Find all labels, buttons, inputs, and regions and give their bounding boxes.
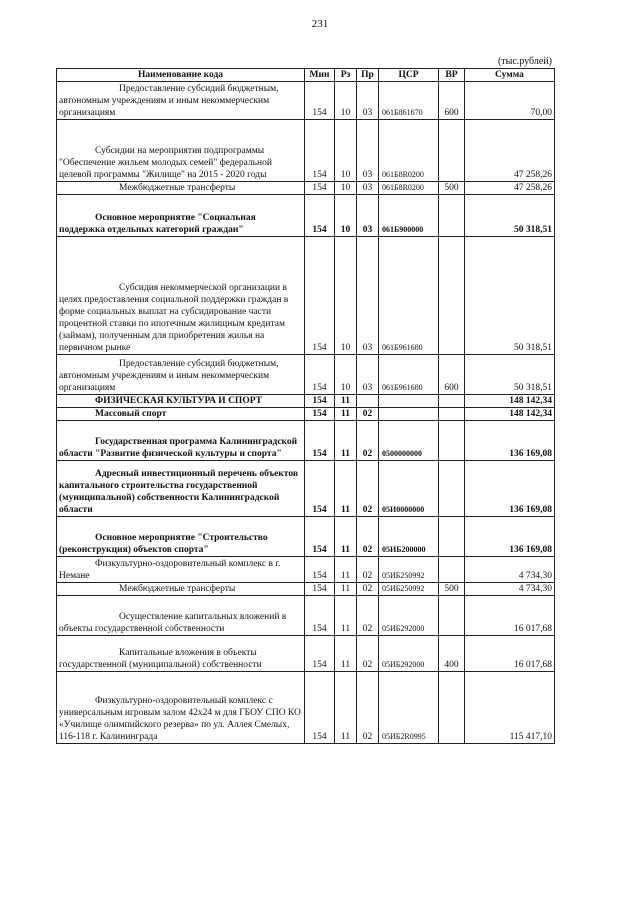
row-min: 154 [305, 461, 335, 517]
row-csr: 05И0000000 [379, 461, 439, 517]
table-row [57, 120, 555, 182]
row-name: Основное мероприятие "Социальная поддержка отдельных категорий граждан" [59, 213, 256, 235]
row-name: Государственная программа Калининградской области "Развитие физической культуры и спорта" [59, 437, 298, 459]
row-name: Массовый спорт [95, 409, 167, 419]
row-vr: 400 [439, 636, 465, 672]
row-sum: 148 142,34 [465, 395, 555, 408]
row-vr [439, 421, 465, 461]
row-pr: 02 [357, 421, 379, 461]
table-row [57, 583, 555, 596]
row-name: Капитальные вложения в объекты государственной (муниципальной) собственности [59, 648, 262, 670]
row-min: 154 [305, 395, 335, 408]
row-pr: 03 [357, 82, 379, 120]
row-pr: 02 [357, 583, 379, 596]
row-min: 154 [305, 408, 335, 421]
row-sum: 4 734,30 [465, 557, 555, 583]
row-pr: 02 [357, 557, 379, 583]
row-rz: 10 [335, 355, 357, 395]
table-row [57, 636, 555, 672]
table-row [57, 557, 555, 583]
units-label: (тыс.рублей) [497, 56, 552, 67]
row-min: 154 [305, 195, 335, 237]
row-sum: 47 258,26 [465, 120, 555, 182]
row-pr: 02 [357, 408, 379, 421]
row-vr [439, 517, 465, 557]
row-min: 154 [305, 421, 335, 461]
row-min: 154 [305, 237, 335, 355]
row-pr: 02 [357, 636, 379, 672]
row-rz: 10 [335, 195, 357, 237]
row-csr: 061Б8R0200 [379, 120, 439, 182]
row-csr: 05ИБ250992 [379, 583, 439, 596]
row-rz: 11 [335, 557, 357, 583]
row-name: Предоставление субсидий бюджетным, автономным учреждениям и иным некоммерческим организациям [59, 84, 279, 118]
table-row [57, 82, 555, 120]
row-sum: 136 169,08 [465, 461, 555, 517]
row-min: 154 [305, 557, 335, 583]
row-pr: 03 [357, 195, 379, 237]
row-name: Субсидия некоммерческой организации в целях предоставления социальной поддержки граждан в форме социальных выплат на субсидирование части процентной ставки по ипотечным жилищным кредитам (займам), полученным для приобретения жилья на первичном рынке [59, 283, 289, 353]
page-number: 231 [311, 18, 329, 30]
row-csr: 061Б861670 [379, 82, 439, 120]
row-sum: 136 169,08 [465, 421, 555, 461]
row-pr: 02 [357, 596, 379, 636]
row-name: Осуществление капитальных вложений в объекты государственной собственности [59, 612, 287, 634]
header-vr: ВР [439, 69, 465, 82]
row-sum: 50 318,51 [465, 237, 555, 355]
table-row [57, 517, 555, 557]
row-rz: 11 [335, 583, 357, 596]
row-min: 154 [305, 182, 335, 195]
row-vr [439, 237, 465, 355]
row-csr: 061Б961680 [379, 355, 439, 395]
table-header-row [57, 69, 555, 82]
row-csr: 05ИБ2R0995 [379, 672, 439, 744]
row-rz: 11 [335, 421, 357, 461]
row-vr [439, 557, 465, 583]
row-csr: 061Б8R0200 [379, 182, 439, 195]
row-csr [379, 408, 439, 421]
row-pr: 03 [357, 182, 379, 195]
row-rz: 10 [335, 182, 357, 195]
row-sum: 4 734,30 [465, 583, 555, 596]
row-pr: 02 [357, 461, 379, 517]
row-csr: 05ИБ250992 [379, 557, 439, 583]
table-row [57, 672, 555, 744]
row-min: 154 [305, 583, 335, 596]
row-name: Основное мероприятие "Строительство (реконструкция) объектов спорта" [59, 533, 268, 555]
table-row [57, 237, 555, 355]
budget-table [56, 68, 555, 744]
table-row [57, 182, 555, 195]
row-rz: 10 [335, 82, 357, 120]
row-pr: 02 [357, 517, 379, 557]
header-min: Мин [305, 69, 335, 82]
row-pr: 03 [357, 355, 379, 395]
header-name: Наименование кода [57, 69, 305, 82]
row-pr: 03 [357, 120, 379, 182]
row-name: Адресный инвестиционный перечень объектов капитального строительства государственной (муниципальной) собственности Калининградской области [59, 469, 298, 515]
row-pr: 03 [357, 237, 379, 355]
row-name: ФИЗИЧЕСКАЯ КУЛЬТУРА И СПОРТ [95, 396, 262, 406]
header-sum: Сумма [465, 69, 555, 82]
row-sum: 50 318,51 [465, 195, 555, 237]
row-name: Предоставление субсидий бюджетным, автономным учреждениям и иным некоммерческим организациям [59, 359, 279, 393]
row-name: Физкультурно-оздоровительный комплекс в г. Немане [59, 559, 281, 581]
row-vr [439, 596, 465, 636]
row-min: 154 [305, 517, 335, 557]
row-csr: 061Б900000 [379, 195, 439, 237]
table-row [57, 195, 555, 237]
row-vr: 600 [439, 355, 465, 395]
table-row [57, 421, 555, 461]
row-name: Межбюджетные трансферты [119, 183, 236, 193]
table-row [57, 408, 555, 421]
table-row [57, 596, 555, 636]
row-name: Физкультурно-оздоровительный комплекс с универсальным игровым залом 42х24 м для ГБОУ СПО КО «Училище олимпийского резерва» по ул. Аллея Смелых, 116-118 г. Калининграда [59, 696, 301, 742]
row-sum: 70,00 [465, 82, 555, 120]
row-vr [439, 120, 465, 182]
row-min: 154 [305, 82, 335, 120]
row-csr: 0500000000 [379, 421, 439, 461]
row-csr: 05ИБ292000 [379, 636, 439, 672]
row-pr: 02 [357, 672, 379, 744]
header-csr: ЦСР [379, 69, 439, 82]
row-min: 154 [305, 672, 335, 744]
row-rz: 11 [335, 408, 357, 421]
row-vr: 500 [439, 182, 465, 195]
row-csr: 05ИБ200000 [379, 517, 439, 557]
table-row [57, 355, 555, 395]
row-vr: 500 [439, 583, 465, 596]
row-sum: 47 258,26 [465, 182, 555, 195]
row-sum: 136 169,08 [465, 517, 555, 557]
row-pr [357, 395, 379, 408]
row-sum: 148 142,34 [465, 408, 555, 421]
row-rz: 10 [335, 237, 357, 355]
row-vr [439, 461, 465, 517]
row-sum: 16 017,68 [465, 596, 555, 636]
row-csr: 05ИБ292000 [379, 596, 439, 636]
row-rz: 11 [335, 517, 357, 557]
row-sum: 115 417,10 [465, 672, 555, 744]
row-rz: 11 [335, 596, 357, 636]
row-min: 154 [305, 596, 335, 636]
row-vr: 600 [439, 82, 465, 120]
row-rz: 11 [335, 461, 357, 517]
row-rz: 11 [335, 672, 357, 744]
row-vr [439, 195, 465, 237]
row-vr [439, 672, 465, 744]
row-name: Межбюджетные трансферты [119, 584, 236, 594]
row-name: Субсидии на мероприятия подпрограммы "Обеспечение жильем молодых семей" федеральной целевой программы "Жилище" на 2015 - 2020 годы [59, 146, 272, 180]
table-row [57, 461, 555, 517]
row-sum: 16 017,68 [465, 636, 555, 672]
row-vr [439, 395, 465, 408]
row-rz: 10 [335, 120, 357, 182]
header-pr: Пр [357, 69, 379, 82]
row-min: 154 [305, 636, 335, 672]
row-rz: 11 [335, 636, 357, 672]
row-csr: 061Б961680 [379, 237, 439, 355]
row-vr [439, 408, 465, 421]
header-rz: Рз [335, 69, 357, 82]
row-sum: 50 318,51 [465, 355, 555, 395]
table-row [57, 395, 555, 408]
row-min: 154 [305, 120, 335, 182]
row-min: 154 [305, 355, 335, 395]
row-rz: 11 [335, 395, 357, 408]
row-csr [379, 395, 439, 408]
